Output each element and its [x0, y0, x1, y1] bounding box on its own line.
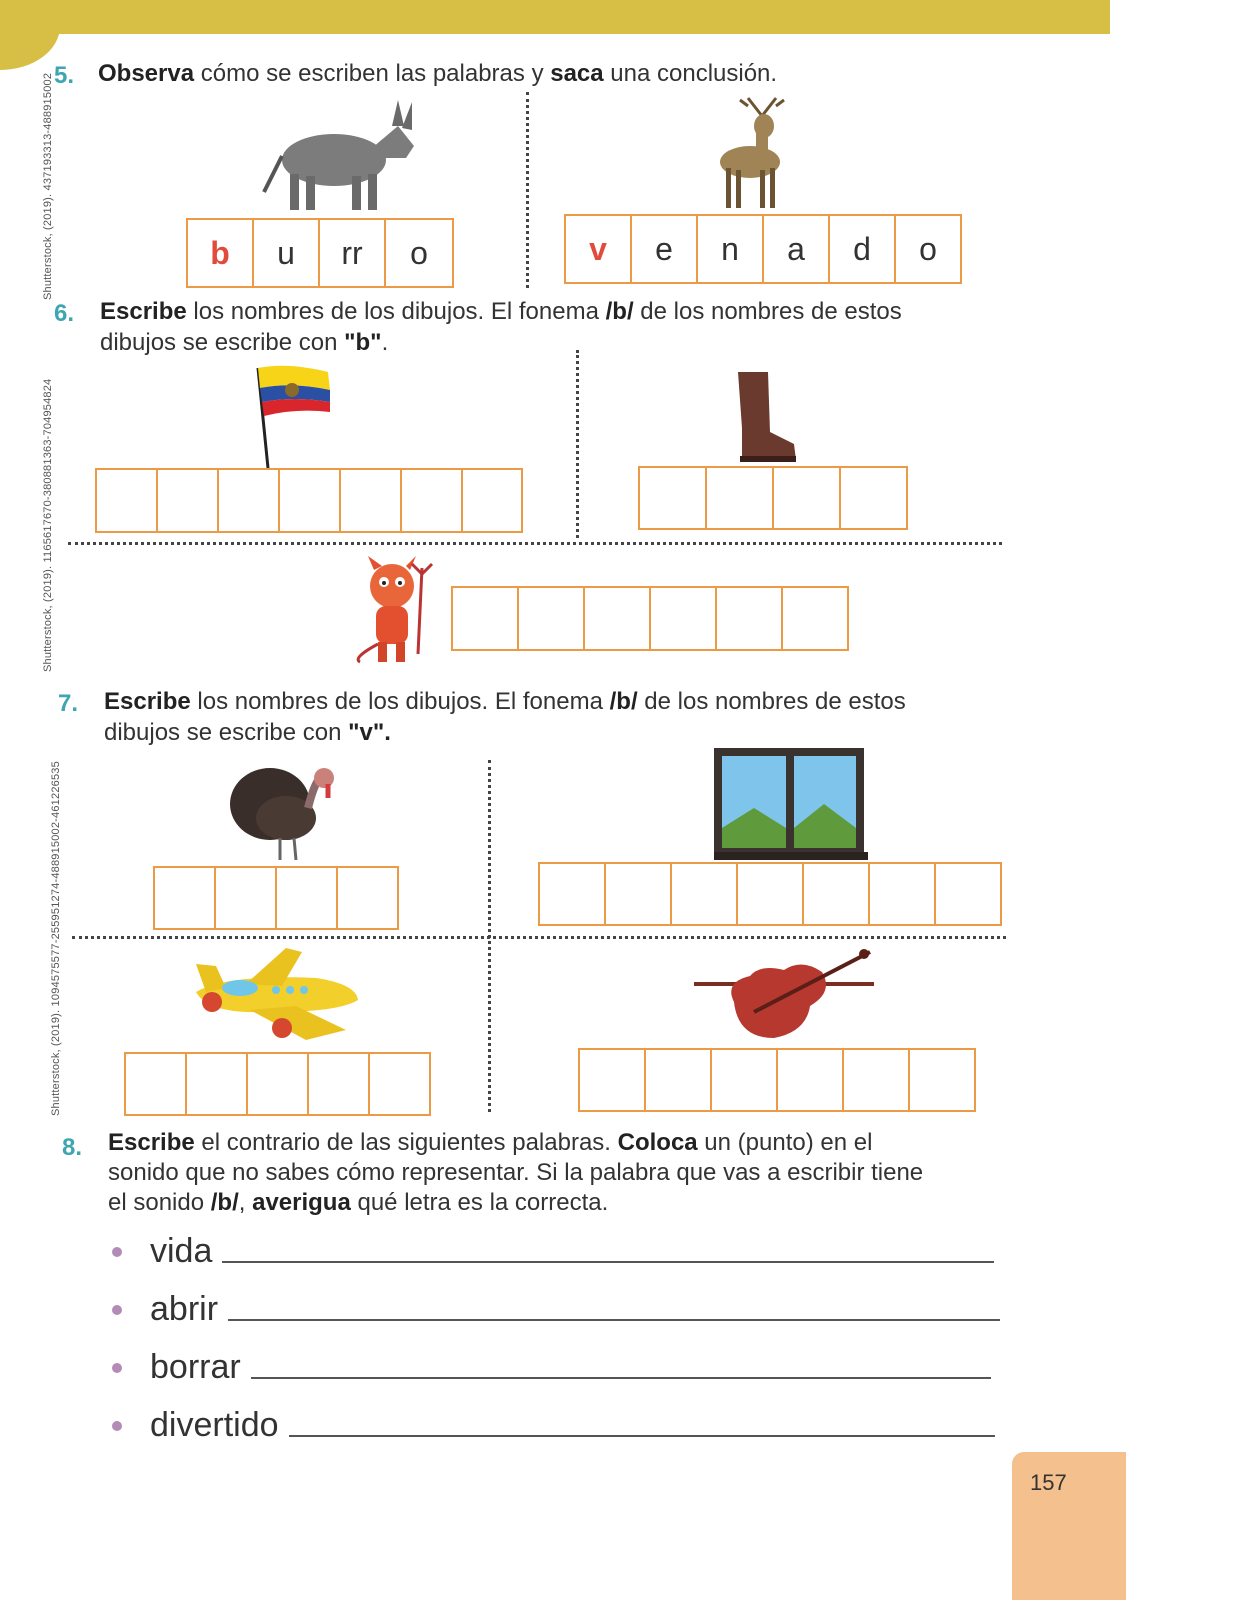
- image-credit-2: Shutterstock, (2019). 1165617670-380881363-704954824: [42, 378, 54, 672]
- letter-box[interactable]: [705, 466, 774, 530]
- letter-box[interactable]: [710, 1048, 778, 1112]
- letter-box[interactable]: [217, 468, 280, 533]
- q8-item-abrir: [112, 1290, 1000, 1329]
- q6-divider-horizontal: [68, 542, 1002, 545]
- q8-instruction: Escribe el contrario de las siguientes palabras. Coloca un (punto) en el sonido que no sabes cómo representar. Si la palabra que vas a escribir tiene el sonido /b/, averigua qué letra es la correcta.: [108, 1129, 924, 1216]
- letter-box[interactable]: [868, 862, 936, 926]
- q8-number: 8.: [62, 1134, 83, 1161]
- letter-box[interactable]: [638, 466, 707, 530]
- q7-divider-horizontal: [72, 936, 1006, 939]
- letter-box: n: [696, 214, 764, 284]
- q7-instruction: Escribe los nombres de los dibujos. El fonema /b/ de los nombres de estos dibujos se escribe con "v".: [104, 688, 906, 746]
- letter-box[interactable]: [649, 586, 717, 651]
- letter-box[interactable]: [214, 866, 277, 930]
- q7-number: 7.: [58, 690, 79, 717]
- letter-box[interactable]: [839, 466, 908, 530]
- letter-box[interactable]: [339, 468, 402, 533]
- q6-devil-boxes: [451, 586, 849, 651]
- bullet-icon: [112, 1363, 122, 1373]
- image-credit-1: Shutterstock, (2019). 437193313-488915002: [42, 72, 54, 300]
- image-credit-3: Shutterstock, (2019). 1094575577-255951274-488915002-461226535: [50, 761, 62, 1116]
- answer-line[interactable]: [289, 1435, 995, 1437]
- word-venado-boxes: [564, 214, 962, 284]
- q6-divider-vertical: [576, 350, 579, 538]
- letter-box[interactable]: [538, 862, 606, 926]
- q8-word: abrir: [150, 1290, 219, 1328]
- window-image: [714, 748, 868, 860]
- word-burro-boxes: [186, 218, 454, 288]
- violin-image: [694, 942, 878, 1044]
- q8-word: vida: [150, 1232, 213, 1270]
- q8-item-vida: [112, 1232, 994, 1271]
- letter-box[interactable]: [776, 1048, 844, 1112]
- letter-box[interactable]: [336, 866, 399, 930]
- bullet-icon: [112, 1421, 122, 1431]
- letter-box[interactable]: [802, 862, 870, 926]
- letter-box[interactable]: [185, 1052, 248, 1116]
- q6-number: 6.: [54, 300, 75, 327]
- airplane-image: [186, 944, 362, 1048]
- letter-box[interactable]: [124, 1052, 187, 1116]
- letter-box[interactable]: [578, 1048, 646, 1112]
- letter-box[interactable]: [715, 586, 783, 651]
- letter-box[interactable]: [772, 466, 841, 530]
- letter-box[interactable]: [451, 586, 519, 651]
- q5-number: 5.: [54, 62, 75, 89]
- letter-box[interactable]: [842, 1048, 910, 1112]
- letter-box[interactable]: [95, 468, 158, 533]
- donkey-image: [252, 96, 416, 216]
- letter-box[interactable]: [908, 1048, 976, 1112]
- letter-box: rr: [318, 218, 386, 288]
- top-band-curve: [0, 26, 60, 70]
- letter-box: v: [564, 214, 632, 284]
- letter-box[interactable]: [670, 862, 738, 926]
- letter-box[interactable]: [368, 1052, 431, 1116]
- letter-box[interactable]: [156, 468, 219, 533]
- letter-box[interactable]: [278, 468, 341, 533]
- devil-image: [348, 554, 434, 666]
- letter-box: o: [384, 218, 454, 288]
- letter-box[interactable]: [246, 1052, 309, 1116]
- letter-box: b: [186, 218, 254, 288]
- q7-window-boxes: [538, 862, 1002, 926]
- q8-item-divertido: [112, 1406, 995, 1445]
- letter-box: a: [762, 214, 830, 284]
- turkey-image: [224, 764, 348, 864]
- q6-boot-boxes: [638, 466, 908, 530]
- boot-image: [732, 368, 802, 464]
- letter-box[interactable]: [461, 468, 523, 533]
- q6-instruction: Escribe los nombres de los dibujos. El fonema /b/ de los nombres de estos dibujos se escribe con "b".: [100, 298, 902, 356]
- top-color-band: [0, 0, 1110, 34]
- q7-turkey-boxes: [153, 866, 399, 930]
- q5-instruction: Observa cómo se escriben las palabras y saca una conclusión.: [98, 60, 778, 87]
- q6-flag-boxes: [95, 468, 523, 533]
- letter-box: o: [894, 214, 962, 284]
- q8-word: divertido: [150, 1406, 279, 1444]
- q8-word: borrar: [150, 1348, 241, 1386]
- answer-line[interactable]: [222, 1261, 994, 1263]
- letter-box[interactable]: [153, 866, 216, 930]
- letter-box[interactable]: [934, 862, 1002, 926]
- q7-airplane-boxes: [124, 1052, 431, 1116]
- letter-box: d: [828, 214, 896, 284]
- letter-box[interactable]: [644, 1048, 712, 1112]
- page-number: 157: [1030, 1470, 1067, 1495]
- letter-box[interactable]: [307, 1052, 370, 1116]
- bullet-icon: [112, 1247, 122, 1257]
- letter-box[interactable]: [604, 862, 672, 926]
- deer-image: [712, 96, 812, 212]
- letter-box[interactable]: [781, 586, 849, 651]
- answer-line[interactable]: [251, 1377, 991, 1379]
- q7-violin-boxes: [578, 1048, 976, 1112]
- flag-image: [248, 362, 334, 470]
- q8-item-borrar: [112, 1348, 991, 1387]
- bullet-icon: [112, 1305, 122, 1315]
- letter-box[interactable]: [517, 586, 585, 651]
- letter-box[interactable]: [400, 468, 463, 533]
- letter-box[interactable]: [736, 862, 804, 926]
- letter-box: e: [630, 214, 698, 284]
- answer-line[interactable]: [228, 1319, 1000, 1321]
- letter-box[interactable]: [583, 586, 651, 651]
- letter-box[interactable]: [275, 866, 338, 930]
- letter-box: u: [252, 218, 320, 288]
- q5-divider: [526, 92, 529, 288]
